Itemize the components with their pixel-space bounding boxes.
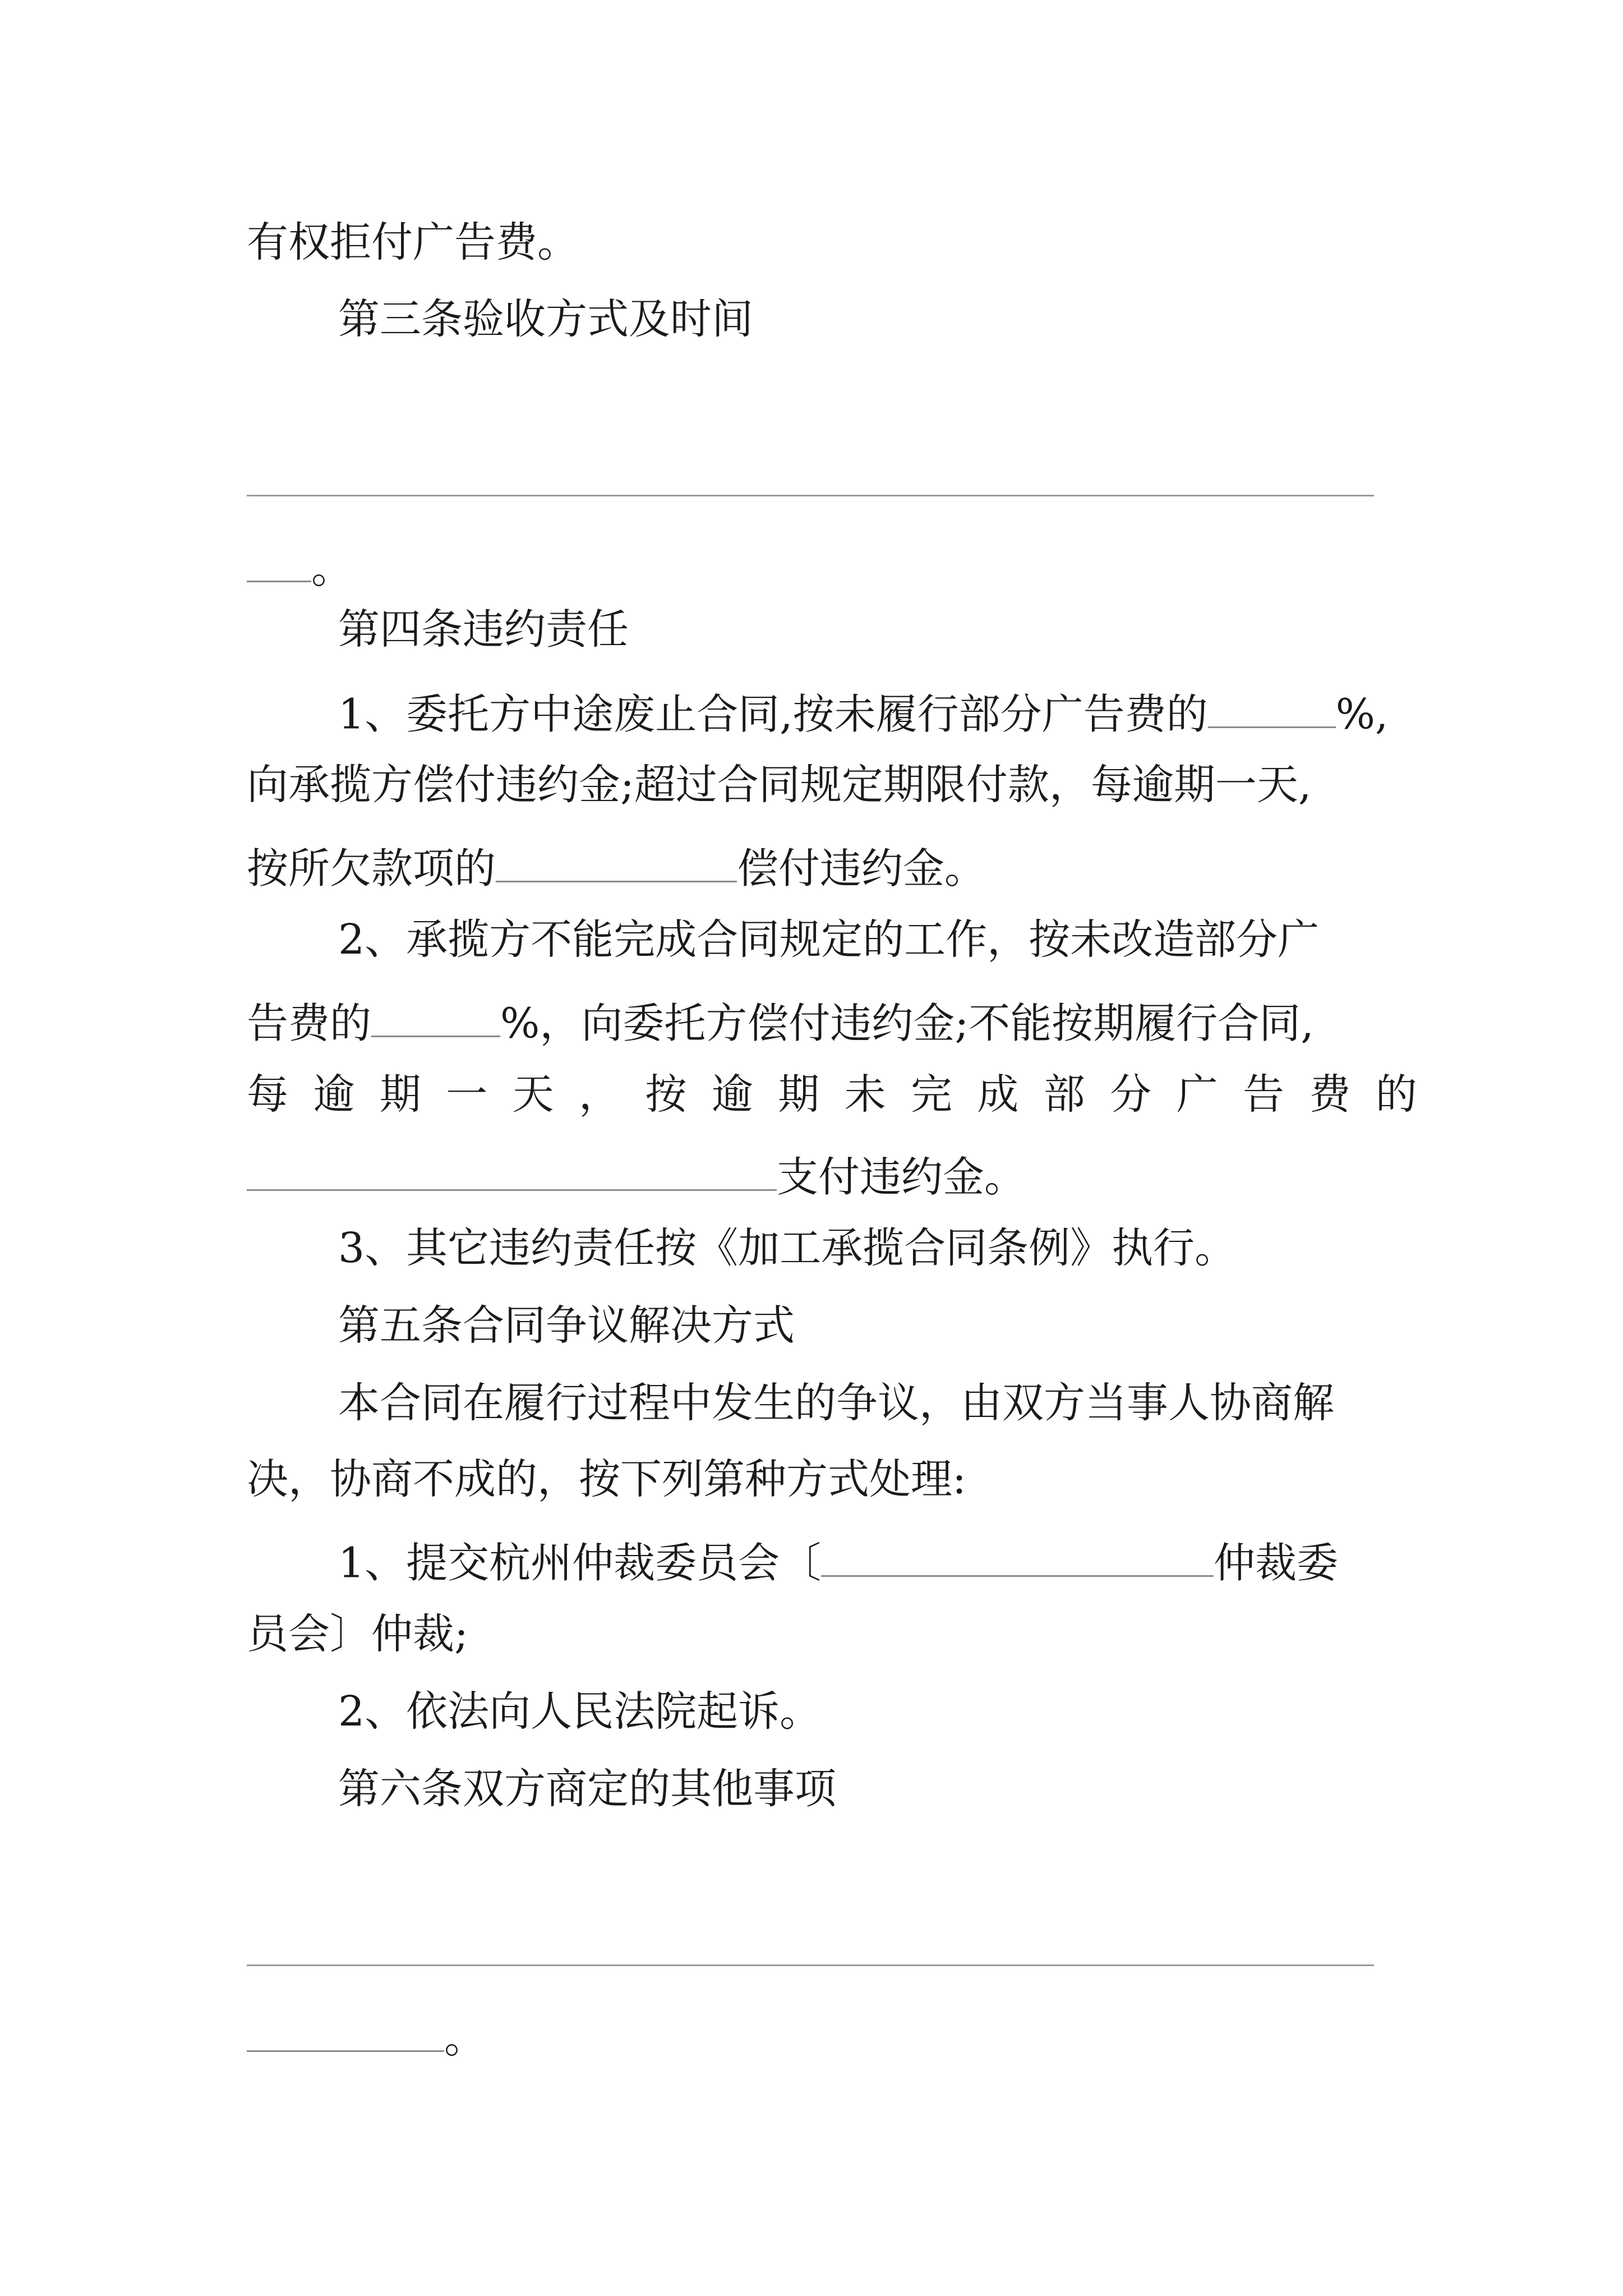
article-6-heading: [338, 1765, 836, 1813]
text: 有权拒付广告费。: [247, 218, 579, 266]
blank-line-end: [247, 2011, 486, 2063]
fill-in-blank: [247, 2011, 444, 2052]
paragraph-line: [247, 1150, 1026, 1202]
fill-in-blank-rule: [247, 495, 1374, 496]
fill-in-blank: [247, 1150, 777, 1191]
paragraph-line: [247, 218, 579, 266]
paragraph-line: [338, 915, 1320, 964]
paragraph-line: [338, 1379, 1334, 1427]
paragraph-line: [247, 1070, 1442, 1119]
paragraph-line: [247, 1610, 468, 1658]
article-4-heading: [338, 605, 629, 654]
text: 。: [444, 2014, 486, 2063]
fill-in-blank: [1208, 687, 1336, 728]
text: 决，协商不成的，按下列第种方式处理:: [247, 1455, 966, 1503]
text: 1、提交杭州仲裁委员会〔: [338, 1539, 822, 1588]
blank-line-end: [247, 541, 353, 593]
article-5-heading: [338, 1301, 795, 1350]
text: 第五条合同争议解决方式: [338, 1301, 795, 1350]
fill-in-blank: [496, 841, 737, 882]
text: 3、其它违约责任按《加工承揽合同条例》执行。: [338, 1224, 1237, 1272]
paragraph-line: [247, 761, 1312, 809]
text: 。: [311, 544, 353, 593]
paragraph-line: [247, 996, 1314, 1048]
fill-in-blank: [371, 996, 500, 1037]
text: 员会〕仲裁;: [247, 1610, 468, 1658]
text: 支付违约金。: [777, 1153, 1026, 1202]
text: 告费的: [247, 999, 371, 1048]
text: 第四条违约责任: [338, 605, 629, 654]
fill-in-blank: [247, 541, 311, 582]
text: %,: [1335, 690, 1389, 739]
text: %，向委托方偿付违约金;不能按期履行合同,: [500, 999, 1314, 1048]
text: 每逾期一天，按逾期未完成部分广告费的: [247, 1070, 1442, 1119]
text: 仲裁委: [1214, 1539, 1339, 1588]
article-3-heading: [338, 295, 753, 343]
text: 1、委托方中途废止合同,按未履行部分广告费的: [338, 690, 1208, 739]
text: 偿付违约金。: [737, 844, 986, 893]
text: 第六条双方商定的其他事项: [338, 1765, 836, 1813]
fill-in-blank-rule: [247, 1964, 1374, 1966]
text: 第三条验收方式及时间: [338, 295, 753, 343]
text: 本合同在履行过程中发生的争议，由双方当事人协商解: [338, 1379, 1334, 1427]
text: 2、承揽方不能完成合同规定的工作，按未改造部分广: [338, 915, 1320, 964]
text: 按所欠款项的: [247, 844, 496, 893]
paragraph-line: [338, 1224, 1237, 1272]
paragraph-line: [247, 1455, 966, 1503]
text: 2、依法向人民法院起诉。: [338, 1687, 822, 1736]
paragraph-line: [338, 1536, 1339, 1588]
paragraph-line: [247, 841, 986, 893]
text: 向承揽方偿付违约金;超过合同规定期限付款，每逾期一天,: [247, 761, 1312, 809]
paragraph-line: [338, 687, 1389, 739]
fill-in-blank: [821, 1536, 1214, 1577]
paragraph-line: [338, 1687, 822, 1736]
